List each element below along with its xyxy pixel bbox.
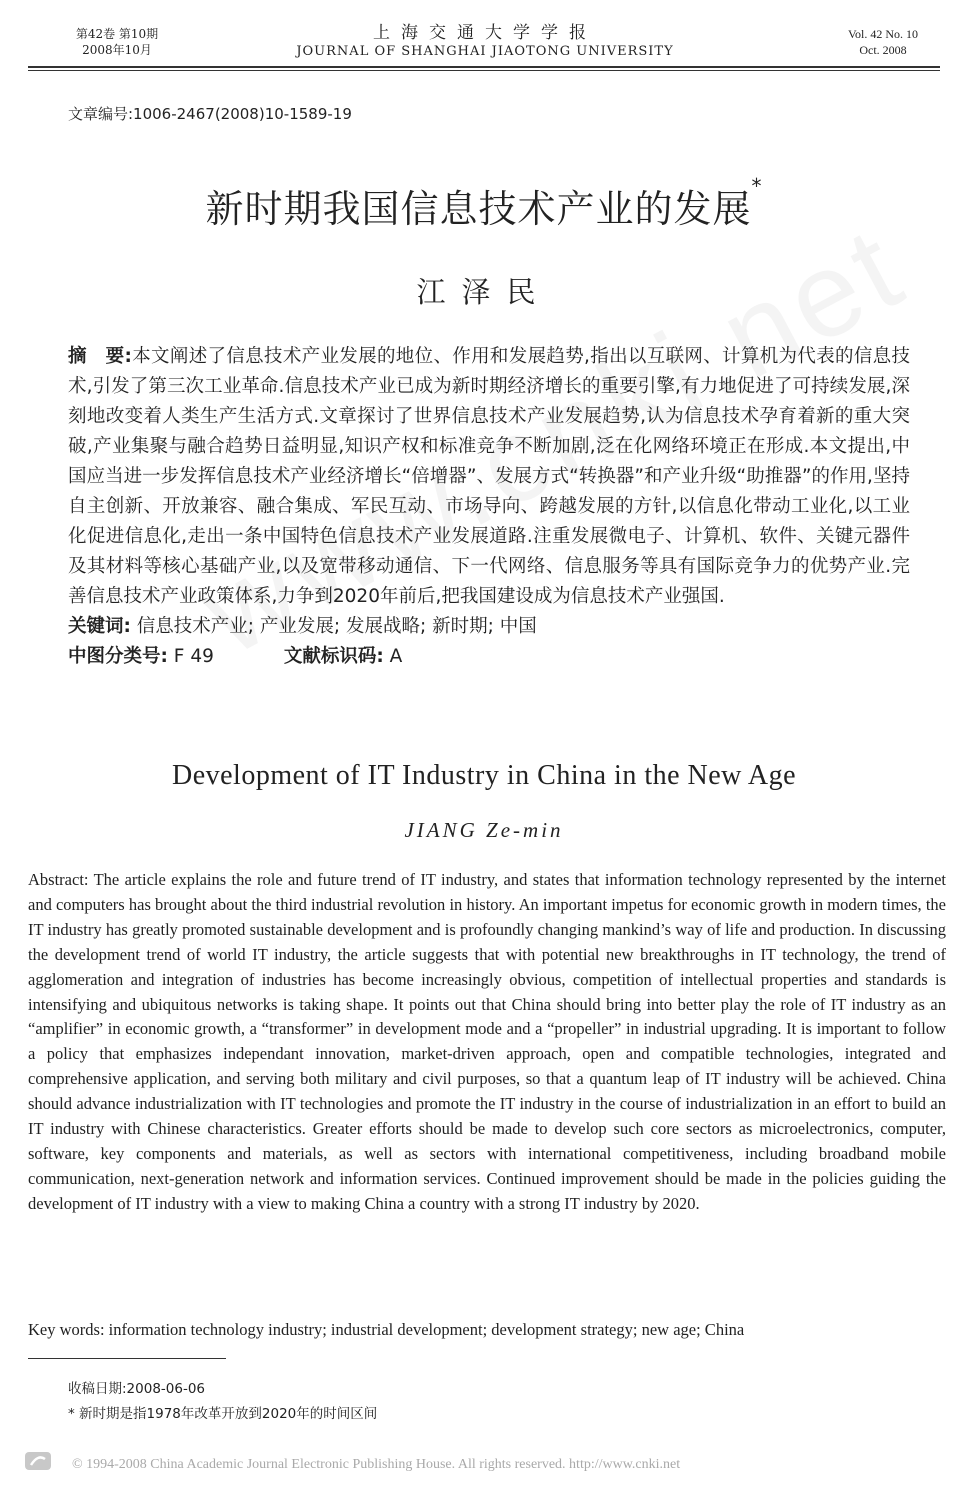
abstract-cn-text: 本文阐述了信息技术产业发展的地位、作用和发展趋势,指出以互联网、计算机为代表的信息技术,引发了第三次工业革命.信息技术产业已成为新时期经济增长的重要引擎,有力地促进了可持续发展,深刻地改变着人类生产生活方式.文章探讨了世界信息技术产业发展趋势,认为信息技术孕育着新的重大突破,产业集聚与融合趋势日益明显,知识产权和标准竞争不断加剧,泛在化网络环境正在形成.本文提出,中国应当进一步发挥信息技术产业经济增长“倍增器”、发展方式“转换器”和产业升级“助推器”的作用,坚持自主创新、开放兼容、融合集成、军民互动、市场导向、跨越发展的方针,以信息化带动工业化,以工业化促进信息化,走出一条中国特色信息技术产业发展道路.注重发展微电子、计算机、软件、关键元器件及其材料等核心基础产业,以及宽带移动通信、下一代网络、信息服务等具有国际竞争力的优势产业.完善信息技术产业政策体系,力争到2020年前后,把我国建设成为信息技术产业强国.	[68, 346, 910, 607]
classification-value: F 49	[173, 646, 214, 667]
classification-label: 中图分类号:	[68, 646, 168, 667]
journal-title-cn: 上海交通大学学报	[373, 23, 597, 43]
paper-title-cn	[0, 174, 968, 233]
paper-title-cn-text: 新时期我国信息技术产业的发展	[205, 187, 752, 231]
header-volume-en	[828, 26, 938, 58]
date-cn: 2008年10月	[82, 43, 152, 57]
article-number: 文章编号:1006-2467(2008)10-1589-19	[68, 105, 352, 123]
title-footnote-mark: *	[751, 174, 763, 198]
copyright-line: © 1994-2008 China Academic Journal Electronic Publishing House. All rights reserved. http://www.cnki.net	[72, 1457, 681, 1472]
keywords-cn-text: 信息技术产业; 产业发展; 发展战略; 新时期; 中国	[136, 616, 537, 637]
author-en: JIANG Ze-min	[404, 818, 564, 842]
document-code-value: A	[389, 646, 403, 667]
abstract-en-text: The article explains the role and future trend of IT industry, and states that information technology represented by the internet and computers has brought about the third industrial revolution in history. An important impetus for economic growth in modern times, the IT industry has greatly promoted sustainable development and is profoundly changing mankind’s way of life and production. In discussing the development trend of world IT industry, the article suggests that with potential new breakthroughs in IT technology, the trend of agglomeration and integration of industries has become increasingly obvious, competition of intellectual properties and standards is intensifying and ubiquitous networks is taking shape. It points out that China should bring into better play the role of IT industry as an “amplifier” in economic growth, a “transformer” in development mode and a “propeller” in industrial upgrading. It is important to follow a policy that emphasizes independant innovation, market-driven approach, open and compatible technologies, integrated and comprehensive application, and serving both military and civil purposes, so that a quantum leap of IT industry will be achieved. China should advance industrialization with IT technologies and promote the IT industry in the course of industrialization in an effort to build an IT industry with Chinese characteristics. Greater efforts should be made to develop such core sectors as microelectronics, computer, software, key components and materials, as well as sectors with international competitiveness, including broadband mobile communication, next-generation network and information services. Continued improvement should be made in the policies guiding the development of IT industry with a view to making China a country with a strong IT industry by 2020.	[28, 870, 947, 1213]
paper-title-en: Development of IT Industry in China in the New Age	[171, 760, 797, 791]
classification-row	[68, 642, 910, 672]
received-date: 收稿日期:2008-06-06	[68, 1381, 206, 1397]
journal-title-en: JOURNAL OF SHANGHAI JIAOTONG UNIVERSITY	[296, 44, 674, 59]
abstract-cn-paragraph	[68, 342, 910, 612]
volume-en: Vol. 42 No. 10	[847, 27, 919, 41]
keywords-en-text: information technology industry; industrial development; development strategy; new age; China	[108, 1320, 745, 1339]
keywords-en	[28, 1318, 946, 1342]
footnote-new-age: * 新时期是指1978年改革开放到2020年的时间区间	[68, 1406, 378, 1422]
abstract-en	[28, 868, 946, 1217]
abstract-cn-label: 摘 要:	[68, 346, 132, 367]
volume-cn: 第42卷 第10期	[75, 27, 159, 41]
keywords-cn-label: 关键词:	[68, 616, 131, 637]
cnki-logo-icon	[24, 1450, 52, 1472]
date-en: Oct. 2008	[859, 43, 907, 57]
abstract-cn	[68, 342, 910, 672]
journal-title	[290, 22, 680, 60]
document-code-label: 文献标识码:	[283, 646, 384, 667]
footnote-rule	[28, 1358, 226, 1359]
author-cn: 江泽民	[416, 275, 552, 309]
header-volume-cn	[62, 26, 172, 58]
keywords-en-label: Key words:	[28, 1320, 105, 1339]
header-rule-thick	[28, 66, 940, 68]
keywords-cn	[68, 612, 910, 642]
abstract-en-label: Abstract:	[28, 870, 89, 889]
header-rule-thin	[28, 70, 940, 71]
